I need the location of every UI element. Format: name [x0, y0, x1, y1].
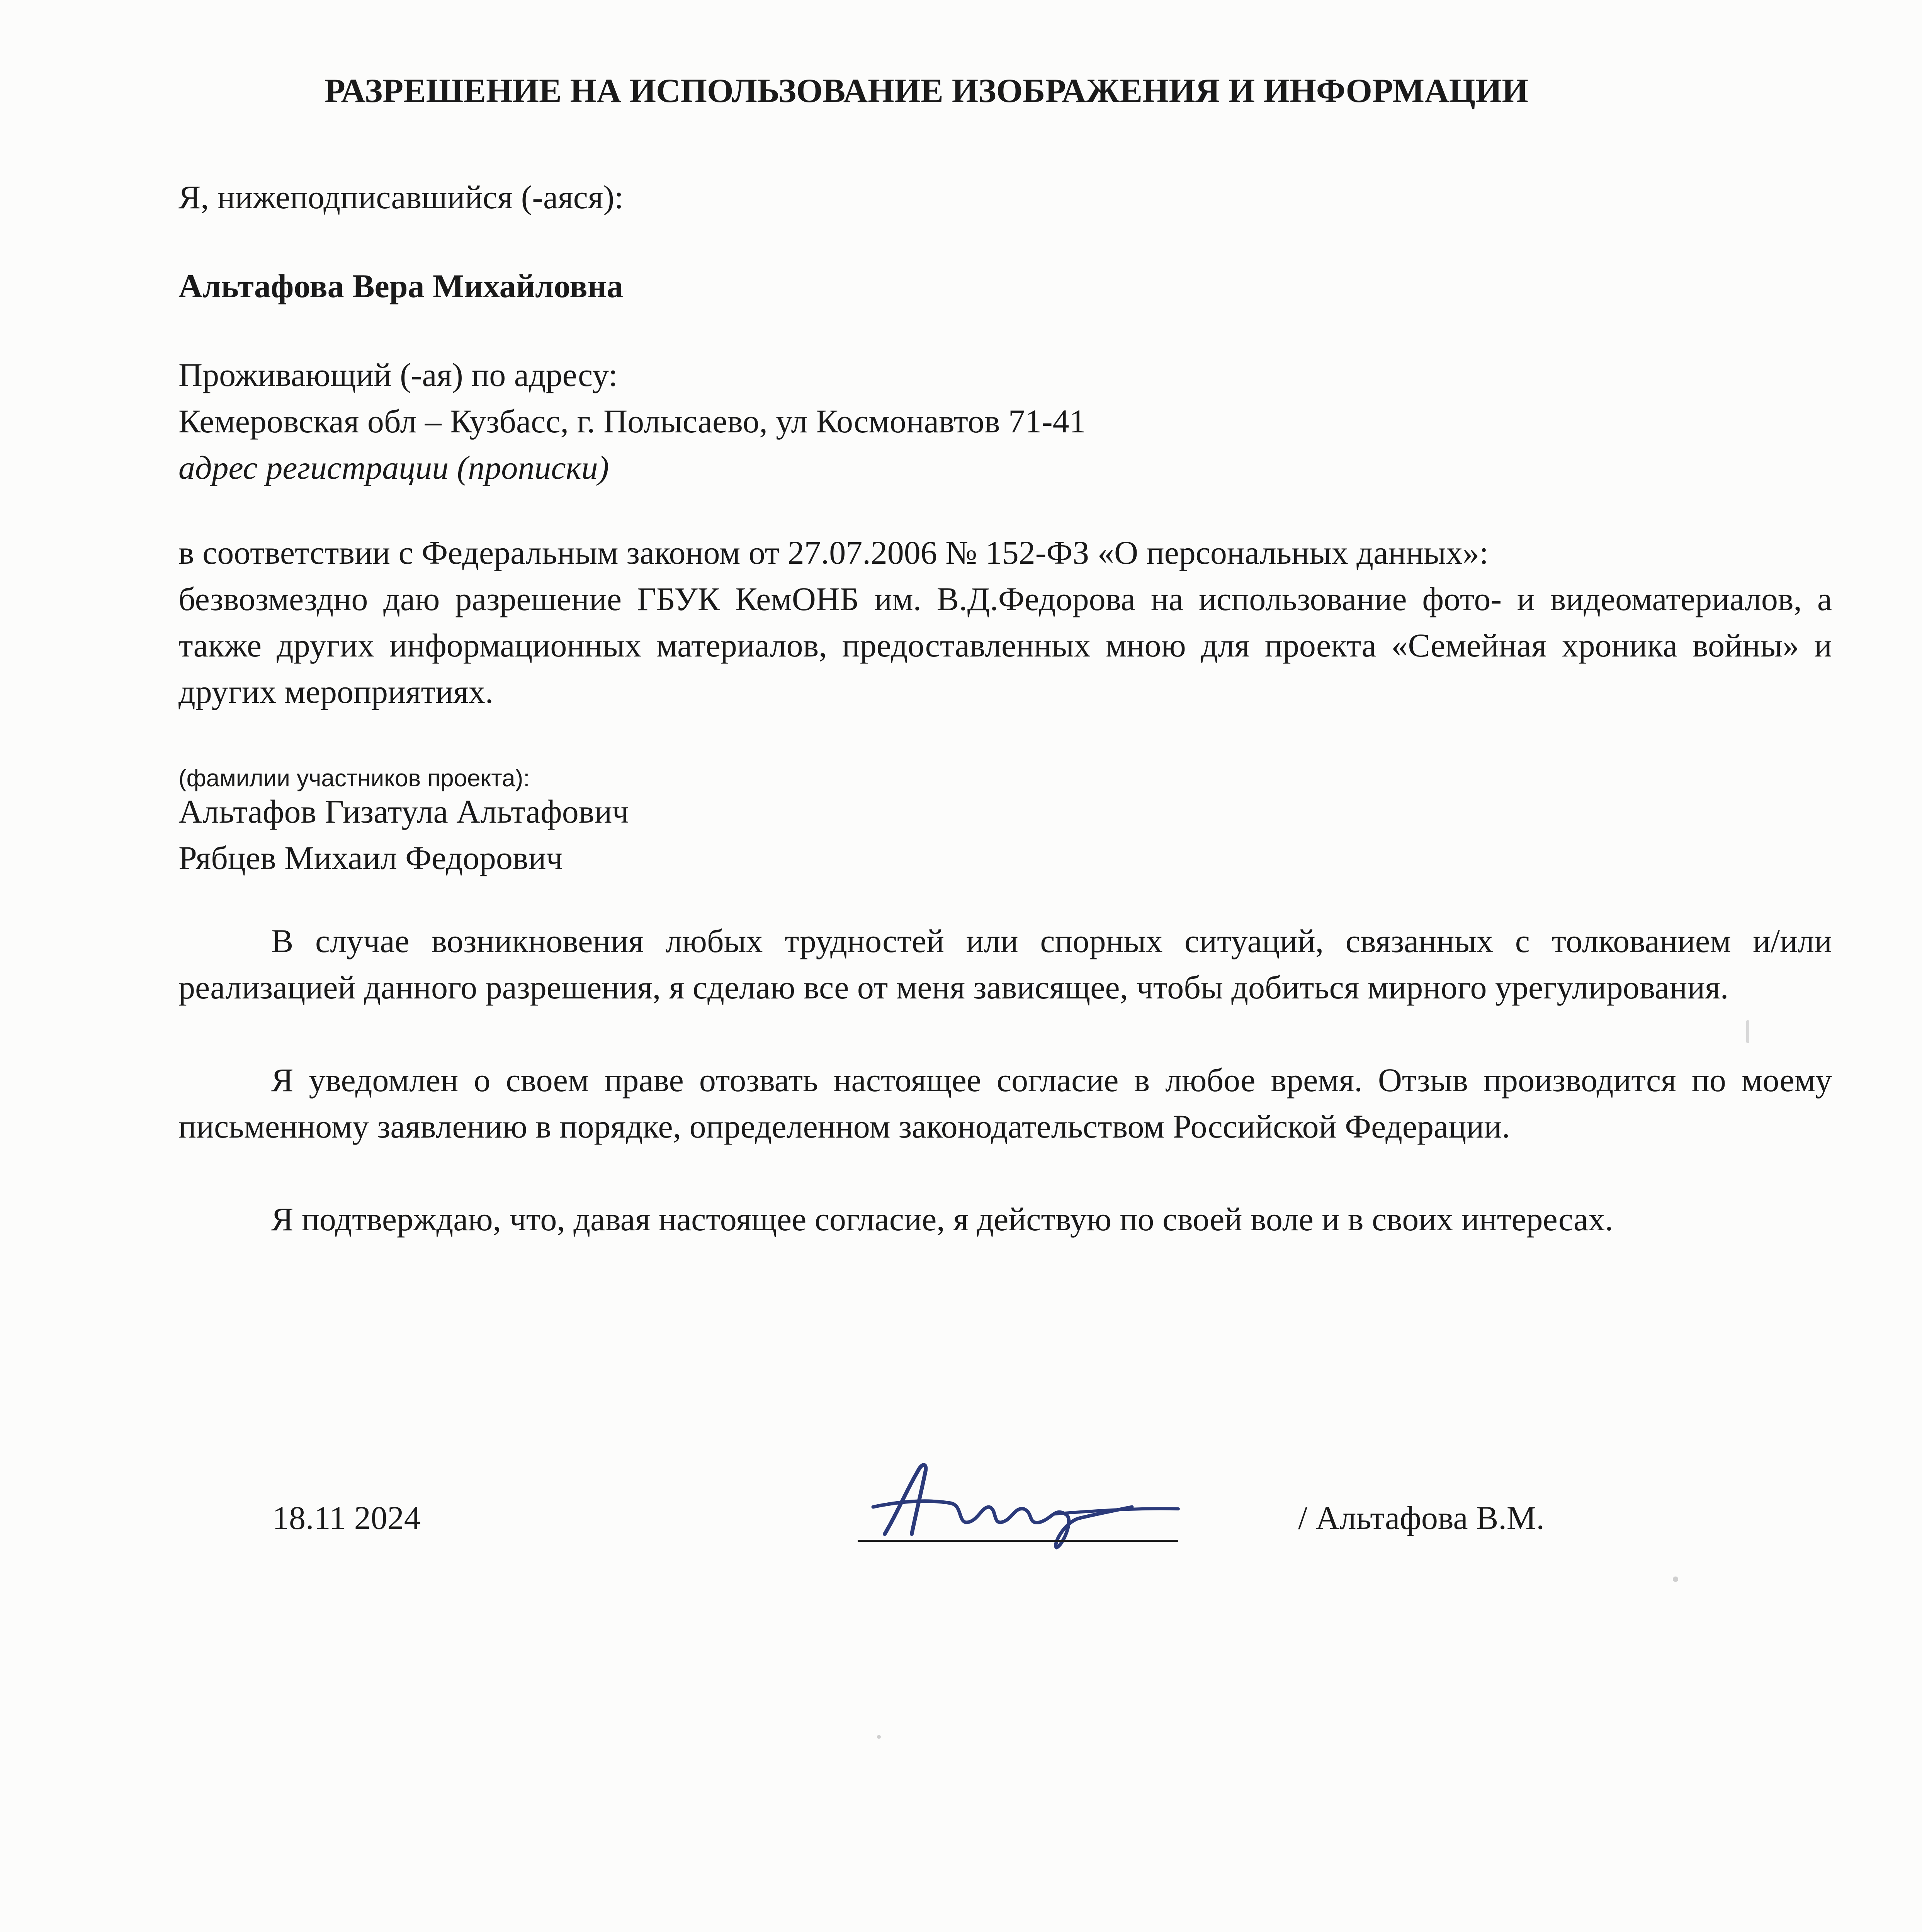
address-caption: адрес регистрации (прописки)	[178, 449, 609, 486]
signer-short-name: / Альтафова В.М.	[1298, 1499, 1545, 1536]
revoke-paragraph: Я уведомлен о своем праве отозвать настоящее согласие в любое время. Отзыв производится по моему письменному заявлению в порядке, определенном законодательством Российской Федерации.	[178, 1061, 1832, 1145]
signer-full-name: Альтафова Вера Михайловна	[178, 267, 624, 304]
signature-date: 18.11 2024	[272, 1499, 421, 1536]
document-title: РАЗРЕШЕНИЕ НА ИСПОЛЬЗОВАНИЕ ИЗОБРАЖЕНИЯ И ИНФОРМАЦИИ	[325, 72, 1529, 110]
participant-item: Альтафов Гизатула Альтафович	[178, 793, 629, 830]
confirm-paragraph: Я подтверждаю, что, давая настоящее согласие, я действую по своей воле и в своих интересах.	[271, 1201, 1613, 1238]
disputes-paragraph: В случае возникновения любых трудностей или спорных ситуаций, связанных с толкованием и/или реализацией данного разрешения, я сделаю все от меня зависящее, чтобы добиться мирного урегулирования.	[178, 922, 1832, 1006]
handwritten-signature	[862, 1457, 1194, 1549]
scan-mark	[1746, 1020, 1749, 1043]
intro-line: Я, нижеподписавшийся (-аяся):	[178, 179, 624, 216]
participants-label: (фамилии участников проекта):	[178, 765, 530, 792]
signature-line	[858, 1540, 1178, 1542]
address-value: Кемеровская обл – Кузбасс, г. Полысаево, ул Космонавтов 71-41	[178, 403, 1086, 440]
permission-paragraph: безвозмездно даю разрешение ГБУК КемОНБ им. В.Д.Федорова на использование фото- и видеоматериалов, а также других информационных материалов, предоставленных мною для проекта «Семейная хроника войны» и других мероприятиях.	[178, 580, 1832, 710]
participant-item: Рябцев Михаил Федорович	[178, 839, 563, 876]
law-reference: в соответствии с Федеральным законом от 27.07.2006 № 152-ФЗ «О персональных данных»:	[178, 534, 1489, 571]
scan-speck	[877, 1735, 881, 1739]
scan-speck	[1673, 1577, 1678, 1582]
address-label: Проживающий (-ая) по адресу:	[178, 356, 618, 393]
